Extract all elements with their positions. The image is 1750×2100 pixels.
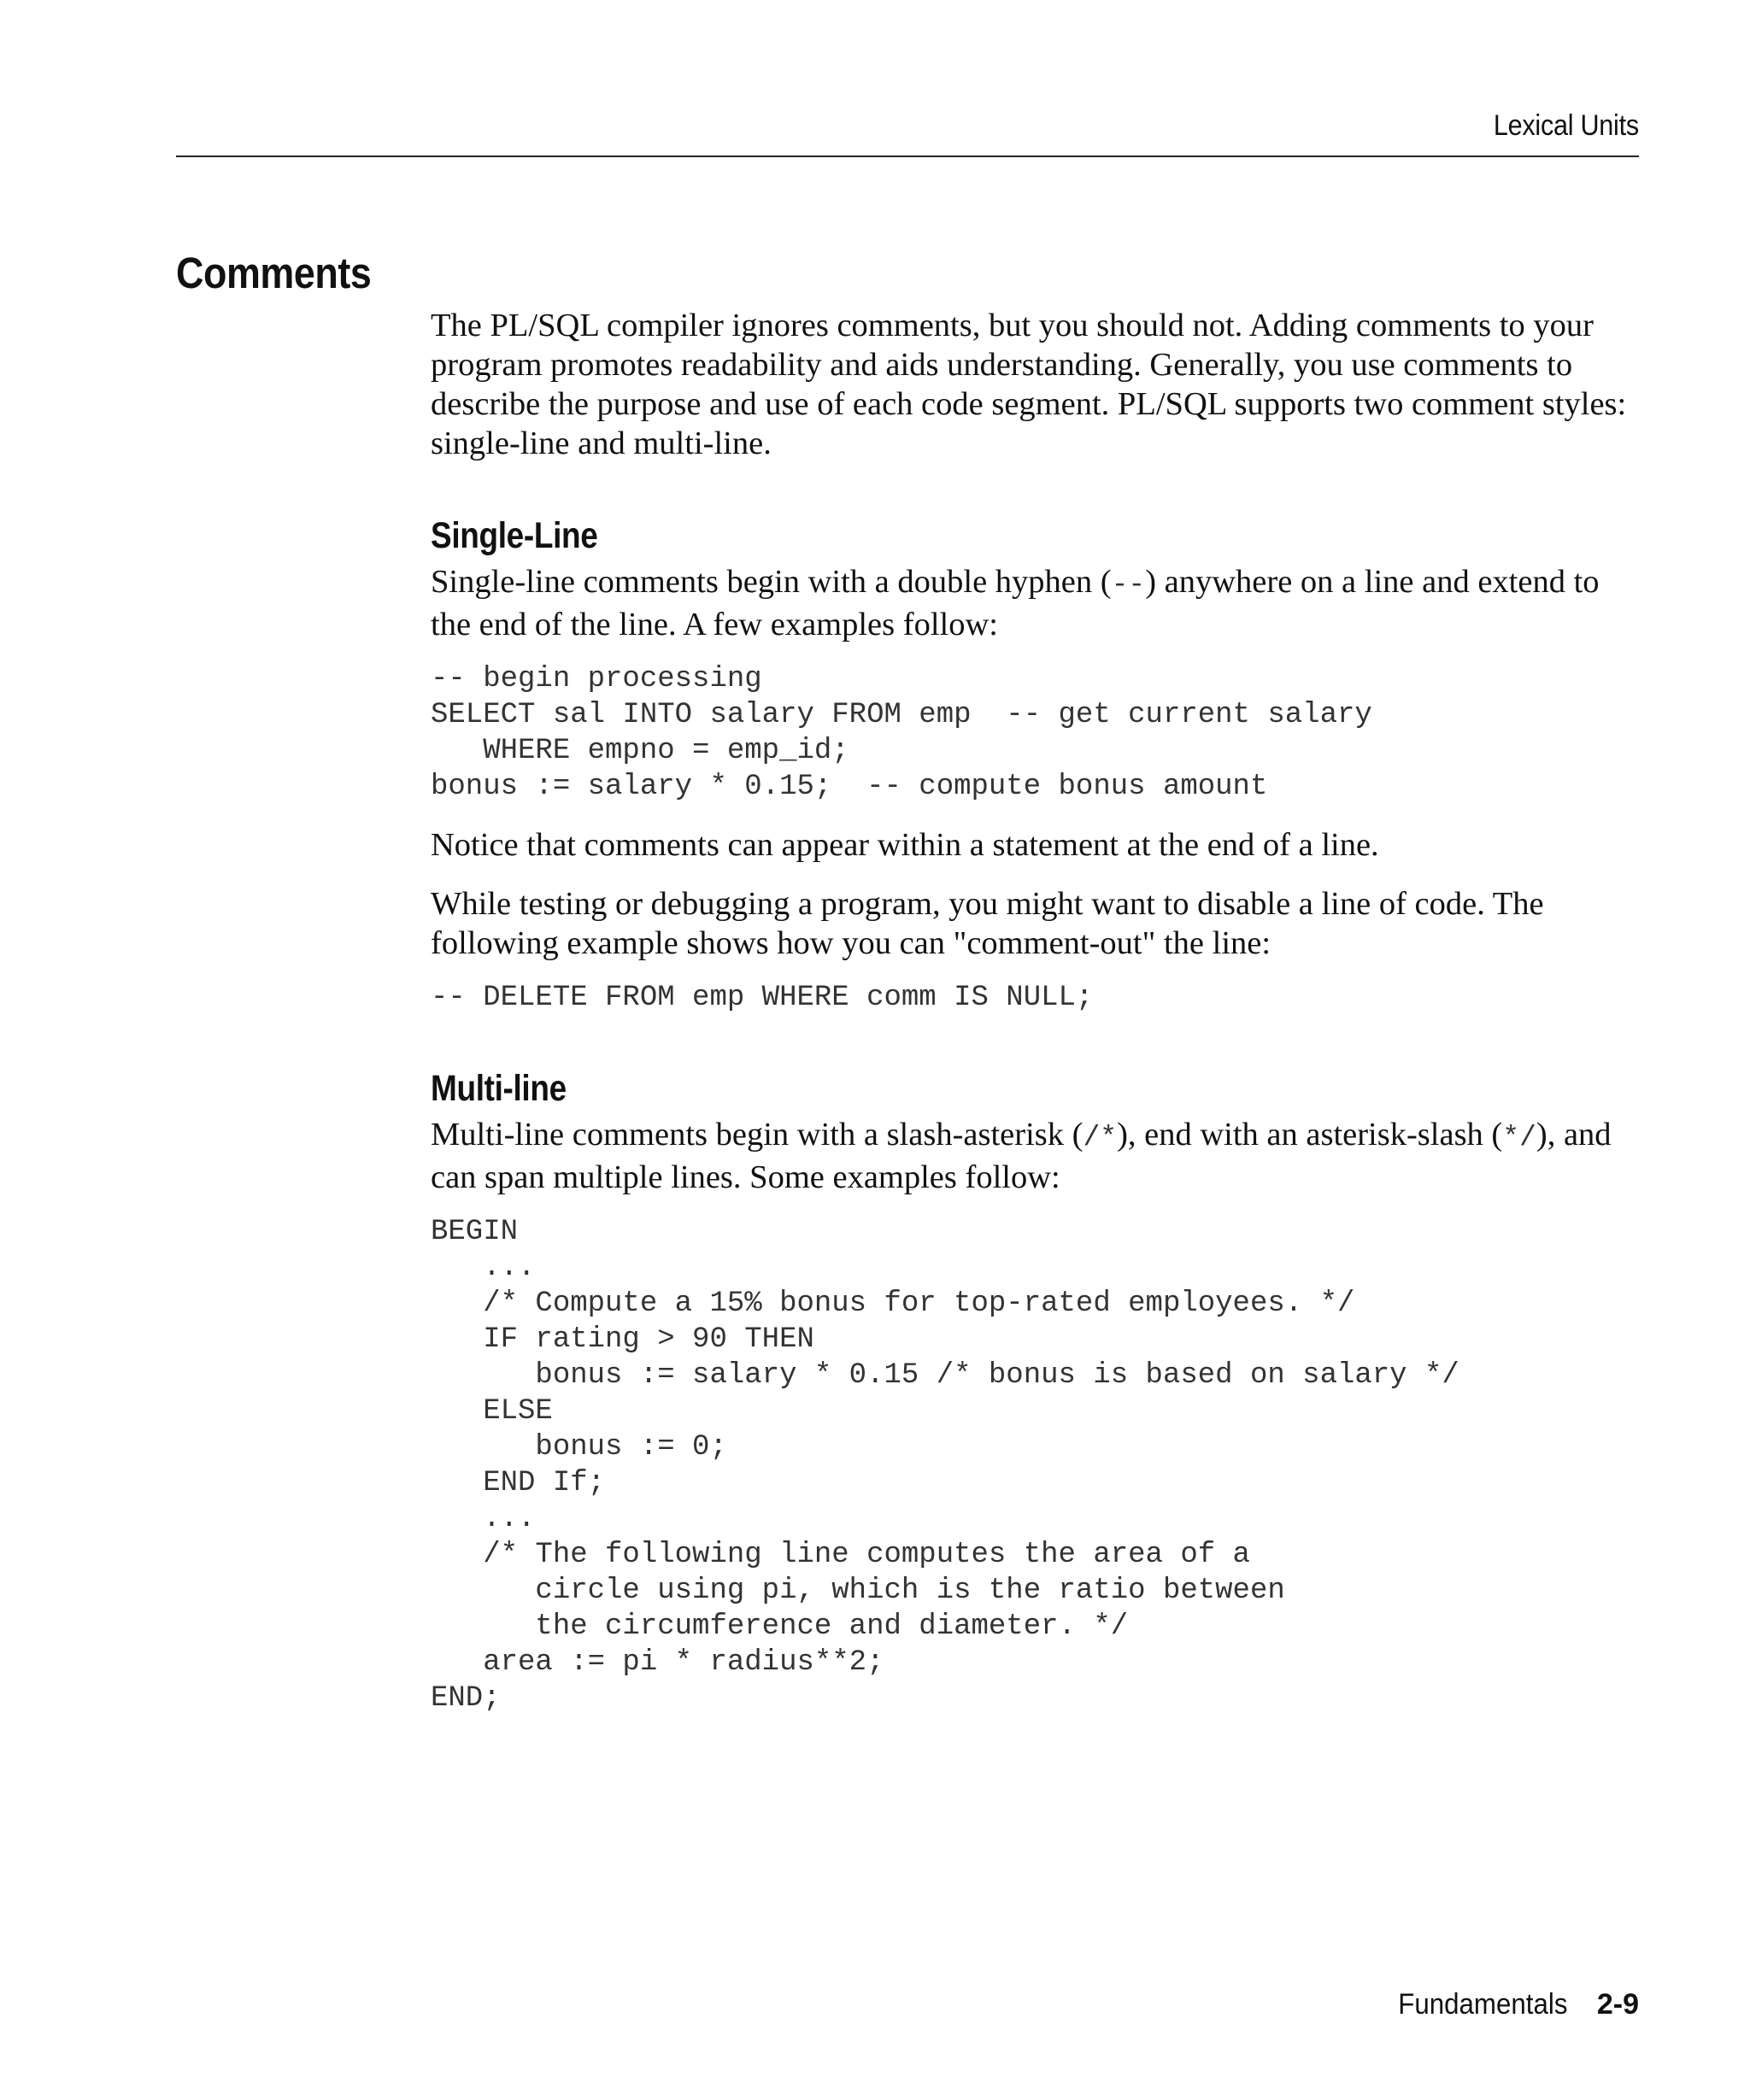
inline-code-asterisk-slash: */ — [1502, 1122, 1536, 1153]
code-line: ... — [431, 1252, 536, 1284]
subheading-single-line: Single-Line — [431, 515, 598, 556]
single-line-text-2: ) anywhere on a line and extend to the end of the line. A few examples follow: — [431, 564, 1600, 642]
running-header-title: Lexical Units — [1494, 109, 1639, 142]
code-line: END; — [431, 1682, 501, 1715]
code-line: area := pi * radius**2; — [431, 1646, 884, 1679]
footer-chapter-title: Fundamentals — [1398, 1988, 1568, 2021]
code-line: bonus := salary * 0.15; -- compute bonus amount — [431, 771, 1268, 803]
inline-code-double-hyphen: -- — [1111, 569, 1146, 601]
code-line: ... — [431, 1503, 536, 1535]
section-title: Comments — [176, 249, 372, 297]
running-header — [176, 106, 1639, 157]
code-line: /* The following line computes the area of a — [431, 1539, 1250, 1571]
section-content — [431, 306, 1644, 1716]
code-line: bonus := 0; — [431, 1431, 727, 1464]
code-line: bonus := salary * 0.15 /* bonus is based on salary */ — [431, 1359, 1459, 1392]
code-block-comment-out — [431, 980, 1644, 1016]
single-line-text-1: Single-line comments begin with a double hyphen ( — [431, 564, 1112, 600]
code-line: SELECT sal INTO salary FROM emp -- get current salary — [431, 699, 1372, 731]
page-footer — [1383, 1988, 1639, 2021]
multi-line-text-1: Multi-line comments begin with a slash-asterisk ( — [431, 1117, 1083, 1153]
multi-line-text-2: ), end with an asterisk-slash ( — [1117, 1117, 1503, 1153]
single-line-description — [431, 562, 1644, 644]
code-line: ELSE — [431, 1395, 553, 1428]
comment-out-paragraph: While testing or debugging a program, you might want to disable a line of code. The following example shows how you can "comment-out" the line: — [431, 886, 1544, 961]
code-block-single-line — [431, 661, 1644, 805]
code-line: circle using pi, which is the ratio between — [431, 1575, 1285, 1607]
code-line: -- DELETE FROM emp WHERE comm IS NULL; — [431, 982, 1094, 1014]
code-line: -- begin processing — [431, 663, 762, 695]
multi-line-description — [431, 1115, 1644, 1197]
subheading-multi-line: Multi-line — [431, 1068, 567, 1109]
code-line: WHERE empno = emp_id; — [431, 735, 849, 767]
code-line: /* Compute a 15% bonus for top-rated employees. */ — [431, 1288, 1355, 1320]
code-line: END If; — [431, 1467, 606, 1499]
multi-line-text-3: ), and can span multiple lines. Some examples follow: — [431, 1117, 1612, 1195]
inline-code-slash-asterisk: /* — [1083, 1122, 1118, 1153]
code-line: IF rating > 90 THEN — [431, 1323, 814, 1356]
code-block-multi-line — [431, 1214, 1644, 1716]
statement-comment-note: Notice that comments can appear within a statement at the end of a line. — [431, 827, 1379, 863]
code-line: the circumference and diameter. */ — [431, 1610, 1129, 1643]
page-number: 2-9 — [1596, 1988, 1639, 2021]
code-line: BEGIN — [431, 1216, 519, 1248]
intro-paragraph: The PL/SQL compiler ignores comments, but you should not. Adding comments to your program promotes readability and aids understanding. Generally, you use comments to describe the purpose and use of each code segment. PL/SQL supports two comment styles: single-line and multi-line. — [431, 308, 1627, 461]
